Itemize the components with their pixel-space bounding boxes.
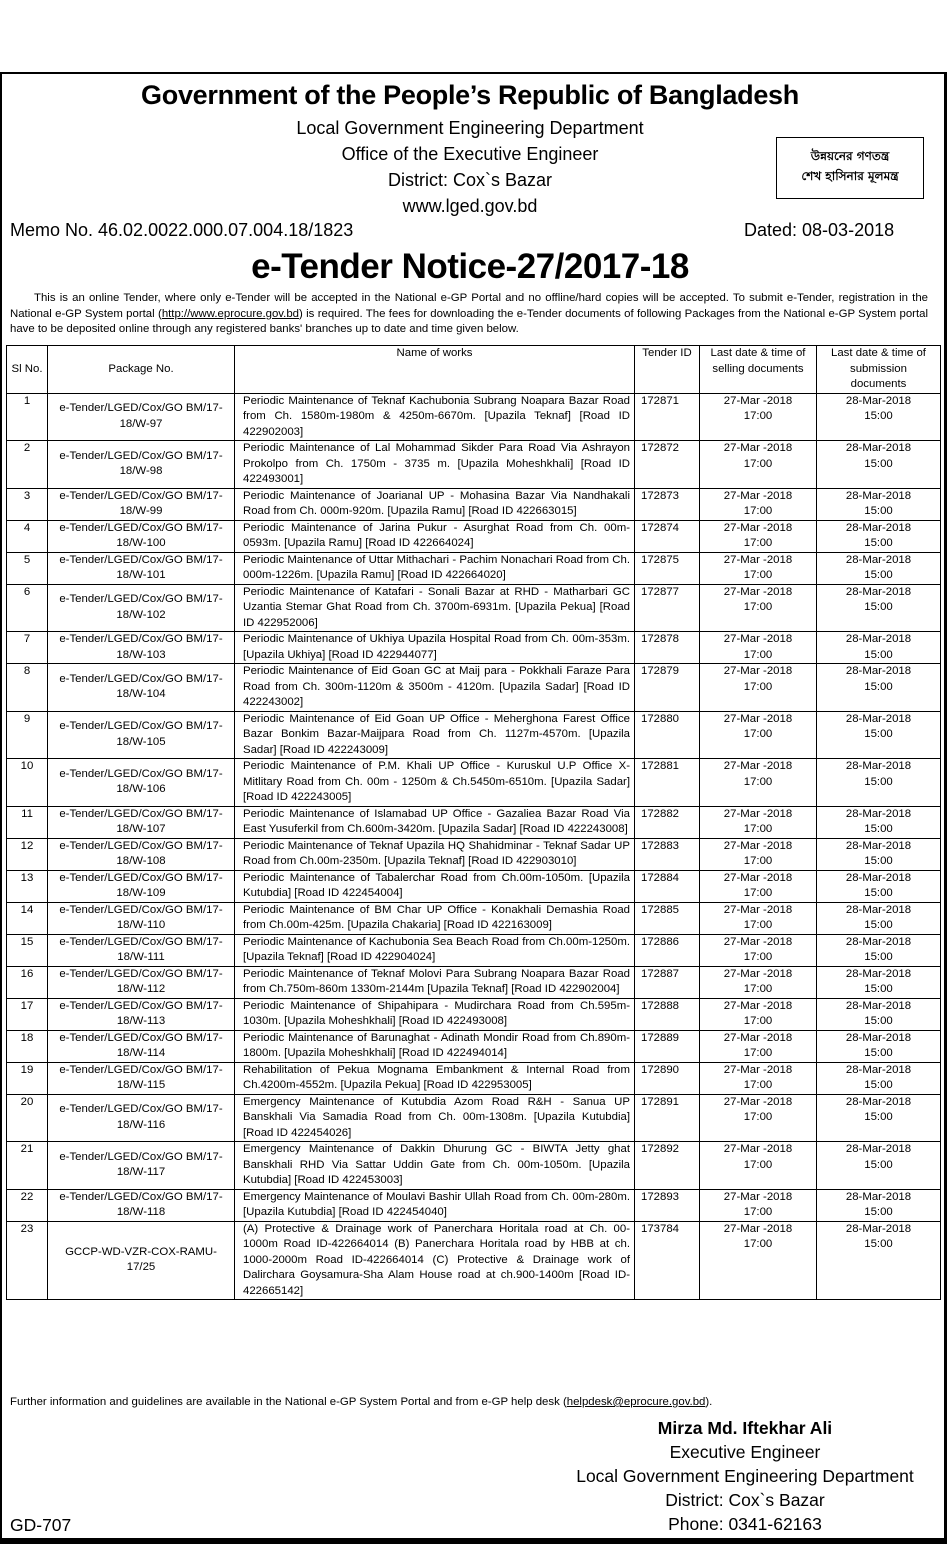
submission-time: 15:00 xyxy=(864,680,893,693)
table-row xyxy=(7,664,941,712)
submission-time: 15:00 xyxy=(864,1238,893,1250)
submission-date: 28-Mar-2018 xyxy=(845,665,912,677)
tender-id: 172873 xyxy=(635,488,700,520)
submission-deadline xyxy=(817,584,941,632)
table-row xyxy=(7,520,941,552)
submission-time: 15:00 xyxy=(864,601,893,613)
selling-time: 17:00 xyxy=(743,680,773,693)
sl-no: 11 xyxy=(7,806,48,838)
submission-deadline xyxy=(817,1062,941,1094)
table-row xyxy=(7,934,941,966)
work-name: Periodic Maintenance of Lal Mohammad Sikder Para Road Via Ashrayon Prokolpo from Ch. 1750m - 3735 m. [Upazila Moheshkhali] [Road ID 422493001] xyxy=(235,441,635,489)
selling-deadline xyxy=(700,711,817,759)
submission-date: 28-Mar-2018 xyxy=(845,1095,912,1108)
tender-id: 172871 xyxy=(635,393,700,441)
selling-deadline xyxy=(700,441,817,489)
submission-deadline xyxy=(817,1030,941,1062)
package-no: e-Tender/LGED/Cox/GO BM/17-18/W-107 xyxy=(48,806,235,838)
work-name: Periodic Maintenance of Kachubonia Sea Beach Road from Ch.00m-1250m. [Upazila Teknaf] [Road ID 422904024] xyxy=(235,934,635,966)
tender-id: 172891 xyxy=(635,1094,700,1142)
submission-time: 15:00 xyxy=(864,919,893,931)
tender-id: 172877 xyxy=(635,584,700,632)
submission-time: 15:00 xyxy=(864,1015,893,1027)
selling-date: 27-Mar -2018 xyxy=(723,1222,793,1235)
selling-date: 27-Mar -2018 xyxy=(723,935,793,948)
tender-id: 172893 xyxy=(635,1189,700,1221)
selling-date: 27-Mar -2018 xyxy=(723,1095,793,1108)
table-row xyxy=(7,393,941,441)
tender-id: 172879 xyxy=(635,664,700,712)
work-name: Periodic Maintenance of Tabalerchar Road from Ch.00m-1050m. [Upazila Kutubdia] [Road ID 422454004] xyxy=(235,870,635,902)
table-row xyxy=(7,711,941,759)
signatory-title: Executive Engineer xyxy=(669,1442,821,1462)
selling-deadline xyxy=(700,488,817,520)
package-no: e-Tender/LGED/Cox/GO BM/17-18/W-110 xyxy=(48,902,235,934)
col-header-submission: Last date & time of submission documents xyxy=(817,346,941,394)
selling-time: 17:00 xyxy=(743,919,773,931)
table-row xyxy=(7,998,941,1030)
work-name: Periodic Maintenance of Barunaghat - Adinath Mondir Road from Ch.890m-1800m. [Upazila Moheshkhali] [Road ID 422494014] xyxy=(235,1030,635,1062)
package-no: e-Tender/LGED/Cox/GO BM/17-18/W-114 xyxy=(48,1030,235,1062)
memo-date: Dated: 08-03-2018 xyxy=(744,220,895,240)
submission-time: 15:00 xyxy=(864,728,893,740)
package-no: e-Tender/LGED/Cox/GO BM/17-18/W-99 xyxy=(48,488,235,520)
submission-date: 28-Mar-2018 xyxy=(845,999,912,1012)
submission-date: 28-Mar-2018 xyxy=(845,521,912,534)
table-row xyxy=(7,441,941,489)
table-row xyxy=(7,584,941,632)
helpdesk-email-link[interactable]: helpdesk@eprocure.gov.bd xyxy=(566,1396,706,1408)
submission-time: 15:00 xyxy=(864,887,893,899)
tender-id: 172874 xyxy=(635,520,700,552)
government-title: Government of the People’s Republic of Bangladesh xyxy=(141,80,799,110)
selling-deadline xyxy=(700,1062,817,1094)
tender-id: 172880 xyxy=(635,711,700,759)
work-name: Periodic Maintenance of Eid Goan GC at Maij para - Pokkhali Faraze Para Road from Ch. 300m-1120m & 3500m - 4120m. [Upazila Sadar] [Road ID 422243002] xyxy=(235,664,635,712)
selling-date: 27-Mar -2018 xyxy=(723,1143,793,1155)
submission-date: 28-Mar-2018 xyxy=(845,903,912,916)
submission-deadline xyxy=(817,441,941,489)
further-text: Further information and guidelines are available in the National e-GP System Portal and from e-GP help desk ( xyxy=(10,1396,567,1408)
work-name: Periodic Maintenance of Islamabad UP Office - Gazaliea Bazar Road Via East Yusuferkil from Ch.600m-3420m. [Upazila Sadar] [Road ID 422243008] xyxy=(235,806,635,838)
table-row xyxy=(7,1189,941,1221)
sl-no: 13 xyxy=(7,870,48,902)
package-no: e-Tender/LGED/Cox/GO BM/17-18/W-106 xyxy=(48,759,235,807)
selling-time: 17:00 xyxy=(743,457,773,470)
submission-deadline xyxy=(817,632,941,664)
package-no: e-Tender/LGED/Cox/GO BM/17-18/W-108 xyxy=(48,838,235,870)
work-name: Emergency Maintenance of Moulavi Bashir Ullah Road from Ch. 00m-280m. [Upazila Kutubdia] [Road ID 422454040] xyxy=(235,1189,635,1221)
tender-id: 172888 xyxy=(635,998,700,1030)
selling-time: 17:00 xyxy=(743,1015,773,1027)
work-name: Periodic Maintenance of Shipahipara - Mudirchara Road from Ch.595m-1030m. [Upazila Moheshkhali] [Road ID 422493008] xyxy=(235,998,635,1030)
submission-date: 28-Mar-2018 xyxy=(845,839,912,852)
tender-id: 172884 xyxy=(635,870,700,902)
selling-deadline xyxy=(700,1094,817,1142)
selling-deadline xyxy=(700,1189,817,1221)
submission-deadline xyxy=(817,870,941,902)
tender-id: 172887 xyxy=(635,966,700,998)
submission-deadline xyxy=(817,1094,941,1142)
sl-no: 3 xyxy=(7,488,48,520)
website: www.lged.gov.bd xyxy=(402,196,538,216)
submission-deadline xyxy=(817,1142,941,1190)
submission-deadline xyxy=(817,966,941,998)
submission-deadline xyxy=(817,520,941,552)
submission-date: 28-Mar-2018 xyxy=(845,585,912,598)
selling-time: 17:00 xyxy=(743,887,773,899)
selling-deadline xyxy=(700,806,817,838)
submission-deadline xyxy=(817,806,941,838)
sl-no: 20 xyxy=(7,1094,48,1142)
submission-date: 28-Mar-2018 xyxy=(845,553,912,566)
sl-no: 19 xyxy=(7,1062,48,1094)
selling-time: 17:00 xyxy=(743,951,773,963)
submission-date: 28-Mar-2018 xyxy=(845,967,912,980)
selling-deadline xyxy=(700,998,817,1030)
selling-deadline xyxy=(700,838,817,870)
submission-time: 15:00 xyxy=(864,1079,893,1091)
submission-deadline xyxy=(817,1189,941,1221)
submission-date: 28-Mar-2018 xyxy=(845,1143,912,1155)
signatory-district: District: Cox`s Bazar xyxy=(665,1490,825,1510)
selling-time: 17:00 xyxy=(743,855,773,867)
further-end: ). xyxy=(705,1396,713,1408)
col-header-works: Name of works xyxy=(235,346,635,394)
selling-deadline xyxy=(700,1030,817,1062)
selling-time: 17:00 xyxy=(743,1238,773,1250)
notice-title: e-Tender Notice-27/2017-18 xyxy=(251,247,689,286)
submission-time: 15:00 xyxy=(864,951,893,963)
table-row xyxy=(7,966,941,998)
selling-deadline xyxy=(700,1221,817,1300)
submission-time: 15:00 xyxy=(864,1206,893,1218)
slogan-line-1: উন্নয়নের গণতন্ত্র xyxy=(810,149,890,163)
package-no: e-Tender/LGED/Cox/GO BM/17-18/W-118 xyxy=(48,1189,235,1221)
package-no: e-Tender/LGED/Cox/GO BM/17-18/W-116 xyxy=(48,1094,235,1142)
selling-time: 17:00 xyxy=(743,983,773,995)
work-name: (A) Protective & Drainage work of Panerchara Horitala road at Ch. 00-1000m Road ID-422664014 (B) Panerchara Horitala road by HBB at ch. 1000-2000m Road ID-422664014 (C) Protective & Drainage work of Dalirchara Goysamura-Sha Alam House road at ch.900-1400m [Road ID-422665142] xyxy=(235,1221,635,1300)
selling-deadline xyxy=(700,1142,817,1190)
selling-time: 17:00 xyxy=(743,1111,773,1123)
selling-date: 27-Mar -2018 xyxy=(723,871,793,884)
selling-time: 17:00 xyxy=(743,601,773,613)
submission-deadline xyxy=(817,934,941,966)
sl-no: 10 xyxy=(7,759,48,807)
work-name: Periodic Maintenance of Eid Goan UP Office - Meherghona Farest Office Bazar Bonkim Bazar-Maijpara Road from Ch. 1127m-4570m. [Upazila Sadar] [Road ID 422243009] xyxy=(235,711,635,759)
package-no: e-Tender/LGED/Cox/GO BM/17-18/W-113 xyxy=(48,998,235,1030)
selling-date: 27-Mar -2018 xyxy=(723,489,793,502)
submission-date: 28-Mar-2018 xyxy=(845,1031,912,1044)
work-name: Periodic Maintenance of Teknaf Upazila HQ Shahidminar - Teknaf Sadar UP Road from Ch.00m-2350m. [Upazila Teknaf] [Road ID 422903010] xyxy=(235,838,635,870)
sl-no: 9 xyxy=(7,711,48,759)
selling-date: 27-Mar -2018 xyxy=(723,394,793,407)
memo-number: Memo No. 46.02.0022.000.07.004.18/1823 xyxy=(10,220,354,240)
selling-time: 17:00 xyxy=(743,1047,773,1059)
col-header-selling: Last date & time of selling documents xyxy=(700,346,817,394)
selling-date: 27-Mar -2018 xyxy=(723,839,793,852)
package-no: e-Tender/LGED/Cox/GO BM/17-18/W-97 xyxy=(48,393,235,441)
selling-deadline xyxy=(700,584,817,632)
work-name: Periodic Maintenance of Teknaf Molovi Para Subrang Noapara Bazar Road from Ch.750m-860m 1330m-2144m [Upazila Teknaf] [Road ID 422902004] xyxy=(235,966,635,998)
tender-id: 172892 xyxy=(635,1142,700,1190)
selling-date: 27-Mar -2018 xyxy=(723,1031,793,1044)
submission-time: 15:00 xyxy=(864,1158,893,1171)
signatory-phone: Phone: 0341-62163 xyxy=(668,1514,822,1534)
tender-id: 172889 xyxy=(635,1030,700,1062)
col-header-sl: Sl No. xyxy=(7,346,48,394)
submission-deadline xyxy=(817,1221,941,1300)
sl-no: 4 xyxy=(7,520,48,552)
col-header-tender-id: Tender ID xyxy=(635,346,700,394)
col-header-package: Package No. xyxy=(48,346,235,394)
selling-deadline xyxy=(700,870,817,902)
table-row xyxy=(7,838,941,870)
table-header-row xyxy=(7,346,941,394)
table-row xyxy=(7,632,941,664)
tender-id: 172872 xyxy=(635,441,700,489)
signatory-department: Local Government Engineering Department xyxy=(576,1466,914,1486)
selling-time: 17:00 xyxy=(743,410,773,422)
submission-date: 28-Mar-2018 xyxy=(845,1190,912,1203)
submission-date: 28-Mar-2018 xyxy=(845,935,912,948)
selling-date: 27-Mar -2018 xyxy=(723,633,793,645)
table-row xyxy=(7,552,941,584)
sl-no: 21 xyxy=(7,1142,48,1190)
sl-no: 23 xyxy=(7,1221,48,1300)
table-row xyxy=(7,1062,941,1094)
work-name: Periodic Maintenance of BM Char UP Office - Konakhali Demashia Road from Ch.00m-425m. [Upazila Chakaria] [Road ID 422163009] xyxy=(235,902,635,934)
selling-time: 17:00 xyxy=(743,728,773,740)
submission-time: 15:00 xyxy=(864,648,893,661)
sl-no: 17 xyxy=(7,998,48,1030)
package-no: e-Tender/LGED/Cox/GO BM/17-18/W-105 xyxy=(48,711,235,759)
submission-deadline xyxy=(817,759,941,807)
package-no: e-Tender/LGED/Cox/GO BM/17-18/W-98 xyxy=(48,441,235,489)
package-no: e-Tender/LGED/Cox/GO BM/17-18/W-100 xyxy=(48,520,235,552)
submission-time: 15:00 xyxy=(864,1047,893,1059)
further-info xyxy=(10,1396,712,1408)
selling-deadline xyxy=(700,632,817,664)
table-row xyxy=(7,1030,941,1062)
submission-deadline xyxy=(817,711,941,759)
selling-date: 27-Mar -2018 xyxy=(723,999,793,1012)
selling-deadline xyxy=(700,552,817,584)
submission-time: 15:00 xyxy=(864,983,893,995)
gd-number: GD-707 xyxy=(10,1515,72,1535)
sl-no: 22 xyxy=(7,1189,48,1221)
tender-table xyxy=(6,345,941,1300)
submission-deadline xyxy=(817,488,941,520)
submission-date: 28-Mar-2018 xyxy=(845,489,912,502)
selling-time: 17:00 xyxy=(743,1206,773,1218)
submission-deadline xyxy=(817,998,941,1030)
sl-no: 6 xyxy=(7,584,48,632)
submission-time: 15:00 xyxy=(864,537,893,549)
table-row xyxy=(7,870,941,902)
selling-deadline xyxy=(700,520,817,552)
office-name: Office of the Executive Engineer xyxy=(341,144,599,164)
sl-no: 14 xyxy=(7,902,48,934)
package-no: e-Tender/LGED/Cox/GO BM/17-18/W-115 xyxy=(48,1062,235,1094)
work-name: Rehabilitation of Pekua Mognama Embankment & Internal Road from Ch.4200m-4552m. [Upazila Pekua] [Road ID 422953005] xyxy=(235,1062,635,1094)
selling-deadline xyxy=(700,902,817,934)
tender-id: 172886 xyxy=(635,934,700,966)
table-row xyxy=(7,759,941,807)
submission-date: 28-Mar-2018 xyxy=(845,442,912,454)
package-no: e-Tender/LGED/Cox/GO BM/17-18/W-111 xyxy=(48,934,235,966)
selling-date: 27-Mar -2018 xyxy=(723,903,793,916)
table-row xyxy=(7,488,941,520)
selling-time: 17:00 xyxy=(743,1158,773,1171)
selling-time: 17:00 xyxy=(743,1079,773,1091)
table-row xyxy=(7,1221,941,1300)
package-no: e-Tender/LGED/Cox/GO BM/17-18/W-112 xyxy=(48,966,235,998)
table-row xyxy=(7,902,941,934)
tender-id: 172883 xyxy=(635,838,700,870)
selling-deadline xyxy=(700,934,817,966)
work-name: Periodic Maintenance of P.M. Khali UP Office - Kuruskul U.P Office X-Mitlitary Road from Ch. 00m - 1250m & Ch.5450m-6510m. [Upazila Sadar] [Road ID 422243005] xyxy=(235,759,635,807)
submission-time: 15:00 xyxy=(864,410,893,422)
work-name: Periodic Maintenance of Teknaf Kachubonia Subrang Noapara Bazar Road from Ch. 1580m-1980m & 4250m-6670m. [Upazila Teknaf] [Road ID 422902003] xyxy=(235,393,635,441)
selling-time: 17:00 xyxy=(743,537,773,549)
submission-date: 28-Mar-2018 xyxy=(845,1063,912,1076)
selling-time: 17:00 xyxy=(743,569,773,581)
submission-deadline xyxy=(817,664,941,712)
selling-date: 27-Mar -2018 xyxy=(723,585,793,598)
selling-date: 27-Mar -2018 xyxy=(723,1190,793,1203)
sl-no: 12 xyxy=(7,838,48,870)
selling-date: 27-Mar -2018 xyxy=(723,665,793,677)
submission-deadline xyxy=(817,838,941,870)
selling-date: 27-Mar -2018 xyxy=(723,967,793,980)
package-no: GCCP-WD-VZR-COX-RAMU-17/25 xyxy=(48,1221,235,1300)
slogan-line-2: শেখ হাসিনার মূলমন্ত্র xyxy=(801,169,899,183)
work-name: Periodic Maintenance of Jarina Pukur - Asurghat Road from Ch. 00m-0593m. [Upazila Ramu] [Road ID 422664024] xyxy=(235,520,635,552)
package-no: e-Tender/LGED/Cox/GO BM/17-18/W-102 xyxy=(48,584,235,632)
sl-no: 2 xyxy=(7,441,48,489)
package-no: e-Tender/LGED/Cox/GO BM/17-18/W-103 xyxy=(48,632,235,664)
selling-deadline xyxy=(700,759,817,807)
tender-id: 172890 xyxy=(635,1062,700,1094)
sl-no: 8 xyxy=(7,664,48,712)
package-no: e-Tender/LGED/Cox/GO BM/17-18/W-109 xyxy=(48,870,235,902)
submission-time: 15:00 xyxy=(864,855,893,867)
work-name: Periodic Maintenance of Ukhiya Upazila Hospital Road from Ch. 00m-353m. [Upazila Ukhiya] [Road ID 422944077] xyxy=(235,632,635,664)
submission-date: 28-Mar-2018 xyxy=(845,712,912,725)
department-name: Local Government Engineering Department xyxy=(296,118,644,138)
work-name: Periodic Maintenance of Uttar Mithachari - Pachim Nonachari Road from Ch. 000m-1226m. [Upazila Ramu] [Road ID 422664020] xyxy=(235,552,635,584)
tender-table-body xyxy=(7,393,941,1300)
sl-no: 18 xyxy=(7,1030,48,1062)
intro-paragraph xyxy=(10,291,928,338)
selling-time: 17:00 xyxy=(743,823,773,835)
sl-no: 5 xyxy=(7,552,48,584)
submission-date: 28-Mar-2018 xyxy=(845,1222,912,1235)
submission-time: 15:00 xyxy=(864,457,893,470)
selling-deadline xyxy=(700,664,817,712)
tender-id: 172878 xyxy=(635,632,700,664)
submission-time: 15:00 xyxy=(864,505,893,517)
intro-text-1: This is an online Tender, where only e-Tender will be accepted in the National e-GP Portal and no offline/hard copies will be accepted. To submit e-Tender, registration in the National e-GP System portal ( xyxy=(10,292,928,320)
submission-date: 28-Mar-2018 xyxy=(845,633,912,645)
work-name: Emergency Maintenance of Kutubdia Azom Road R&H - Sanua UP Banskhali Via Samadia Road from Ch. 00m-1308m. [Upazila Kutubdia] [Road ID 422454026] xyxy=(235,1094,635,1142)
selling-date: 27-Mar -2018 xyxy=(723,553,793,566)
package-no: e-Tender/LGED/Cox/GO BM/17-18/W-104 xyxy=(48,664,235,712)
selling-deadline xyxy=(700,393,817,441)
submission-time: 15:00 xyxy=(864,775,893,788)
selling-date: 27-Mar -2018 xyxy=(723,760,793,772)
submission-deadline xyxy=(817,902,941,934)
work-name: Periodic Maintenance of Katafari - Sonali Bazar at RHD - Matharbari GC Uzantia Stemar Ghat Road from Ch. 3700m-6931m. [Upazila Pekua] [Road ID 422952006] xyxy=(235,584,635,632)
submission-date: 28-Mar-2018 xyxy=(845,394,912,407)
table-row xyxy=(7,1142,941,1190)
selling-time: 17:00 xyxy=(743,648,773,661)
submission-date: 28-Mar-2018 xyxy=(845,871,912,884)
package-no: e-Tender/LGED/Cox/GO BM/17-18/W-101 xyxy=(48,552,235,584)
submission-deadline xyxy=(817,552,941,584)
selling-deadline xyxy=(700,966,817,998)
submission-time: 15:00 xyxy=(864,569,893,581)
intro-text-2: ) is required. The fees for downloading the e-Tender documents of following Packages from the National e-GP System portal have to be deposited online through any registered banks' branches up to date and time given below. xyxy=(10,307,928,335)
tender-id: 172875 xyxy=(635,552,700,584)
sl-no: 16 xyxy=(7,966,48,998)
submission-time: 15:00 xyxy=(864,823,893,835)
table-row xyxy=(7,806,941,838)
tender-id: 172882 xyxy=(635,806,700,838)
tender-id: 173784 xyxy=(635,1221,700,1300)
selling-date: 27-Mar -2018 xyxy=(723,1063,793,1076)
selling-date: 27-Mar -2018 xyxy=(723,712,793,725)
submission-date: 28-Mar-2018 xyxy=(845,760,912,772)
eprocure-link[interactable]: http://www.eprocure.gov.bd xyxy=(161,307,299,320)
submission-deadline xyxy=(817,393,941,441)
district-name: District: Cox`s Bazar xyxy=(387,170,553,190)
selling-date: 27-Mar -2018 xyxy=(723,521,793,534)
selling-date: 27-Mar -2018 xyxy=(723,442,793,454)
submission-date: 28-Mar-2018 xyxy=(845,807,912,820)
slogan-box xyxy=(776,137,924,199)
sl-no: 1 xyxy=(7,393,48,441)
sl-no: 7 xyxy=(7,632,48,664)
selling-date: 27-Mar -2018 xyxy=(723,807,793,820)
work-name: Periodic Maintenance of Joarianal UP - Mohasina Bazar Via Nandhakali Road from Ch. 000m-920m. [Upazila Ramu] [Road ID 422663015] xyxy=(235,488,635,520)
work-name: Emergency Maintenance of Dakkin Dhurung GC - BIWTA Jetty ghat Banskhali RHD Via Sattar Uddin Gate from Ch. 00m-1050m. [Upazila Kutubdia] [Road ID 422453003] xyxy=(235,1142,635,1190)
selling-time: 17:00 xyxy=(743,775,773,788)
submission-time: 15:00 xyxy=(864,1111,893,1123)
table-row xyxy=(7,1094,941,1142)
sl-no: 15 xyxy=(7,934,48,966)
selling-time: 17:00 xyxy=(743,505,773,517)
tender-id: 172881 xyxy=(635,759,700,807)
package-no: e-Tender/LGED/Cox/GO BM/17-18/W-117 xyxy=(48,1142,235,1190)
tender-id: 172885 xyxy=(635,902,700,934)
signatory-name: Mirza Md. Iftekhar Ali xyxy=(657,1418,833,1438)
